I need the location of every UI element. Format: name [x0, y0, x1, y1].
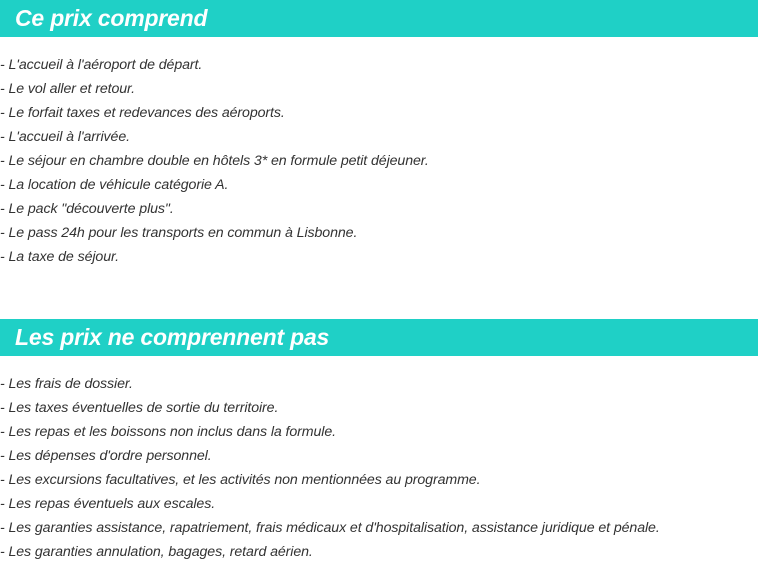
included-item: - Le vol aller et retour.: [0, 81, 135, 97]
included-item: - Le pack "découverte plus".: [0, 201, 174, 217]
included-item: - Le pass 24h pour les transports en commun à Lisbonne.: [0, 225, 358, 241]
excluded-item: - Les excursions facultatives, et les activités non mentionnées au programme.: [0, 472, 481, 488]
excluded-header: [0, 319, 758, 356]
excluded-title: Les prix ne comprennent pas: [15, 324, 330, 350]
included-item: - Le forfait taxes et redevances des aéroports.: [0, 105, 285, 121]
included-list: [0, 53, 758, 269]
excluded-section: [0, 319, 758, 564]
excluded-list: [0, 372, 758, 564]
included-section: [0, 0, 758, 269]
included-item: - L'accueil à l'aéroport de départ.: [0, 57, 203, 73]
included-header: [0, 0, 758, 37]
excluded-item: - Les garanties annulation, bagages, retard aérien.: [0, 544, 313, 560]
excluded-item: - Les taxes éventuelles de sortie du territoire.: [0, 400, 279, 416]
included-item: - La taxe de séjour.: [0, 249, 119, 265]
included-item: - Le séjour en chambre double en hôtels 3* en formule petit déjeuner.: [0, 153, 429, 169]
excluded-item: - Les repas éventuels aux escales.: [0, 496, 216, 512]
included-item: - L'accueil à l'arrivée.: [0, 129, 130, 145]
excluded-item: - Les garanties assistance, rapatriement, frais médicaux et d'hospitalisation, assistance juridique et pénale.: [0, 520, 660, 536]
included-item: - La location de véhicule catégorie A.: [0, 177, 229, 193]
excluded-item: - Les frais de dossier.: [0, 376, 133, 392]
excluded-item: - Les repas et les boissons non inclus dans la formule.: [0, 424, 336, 440]
included-title: Ce prix comprend: [15, 5, 208, 31]
excluded-item: - Les dépenses d'ordre personnel.: [0, 448, 212, 464]
